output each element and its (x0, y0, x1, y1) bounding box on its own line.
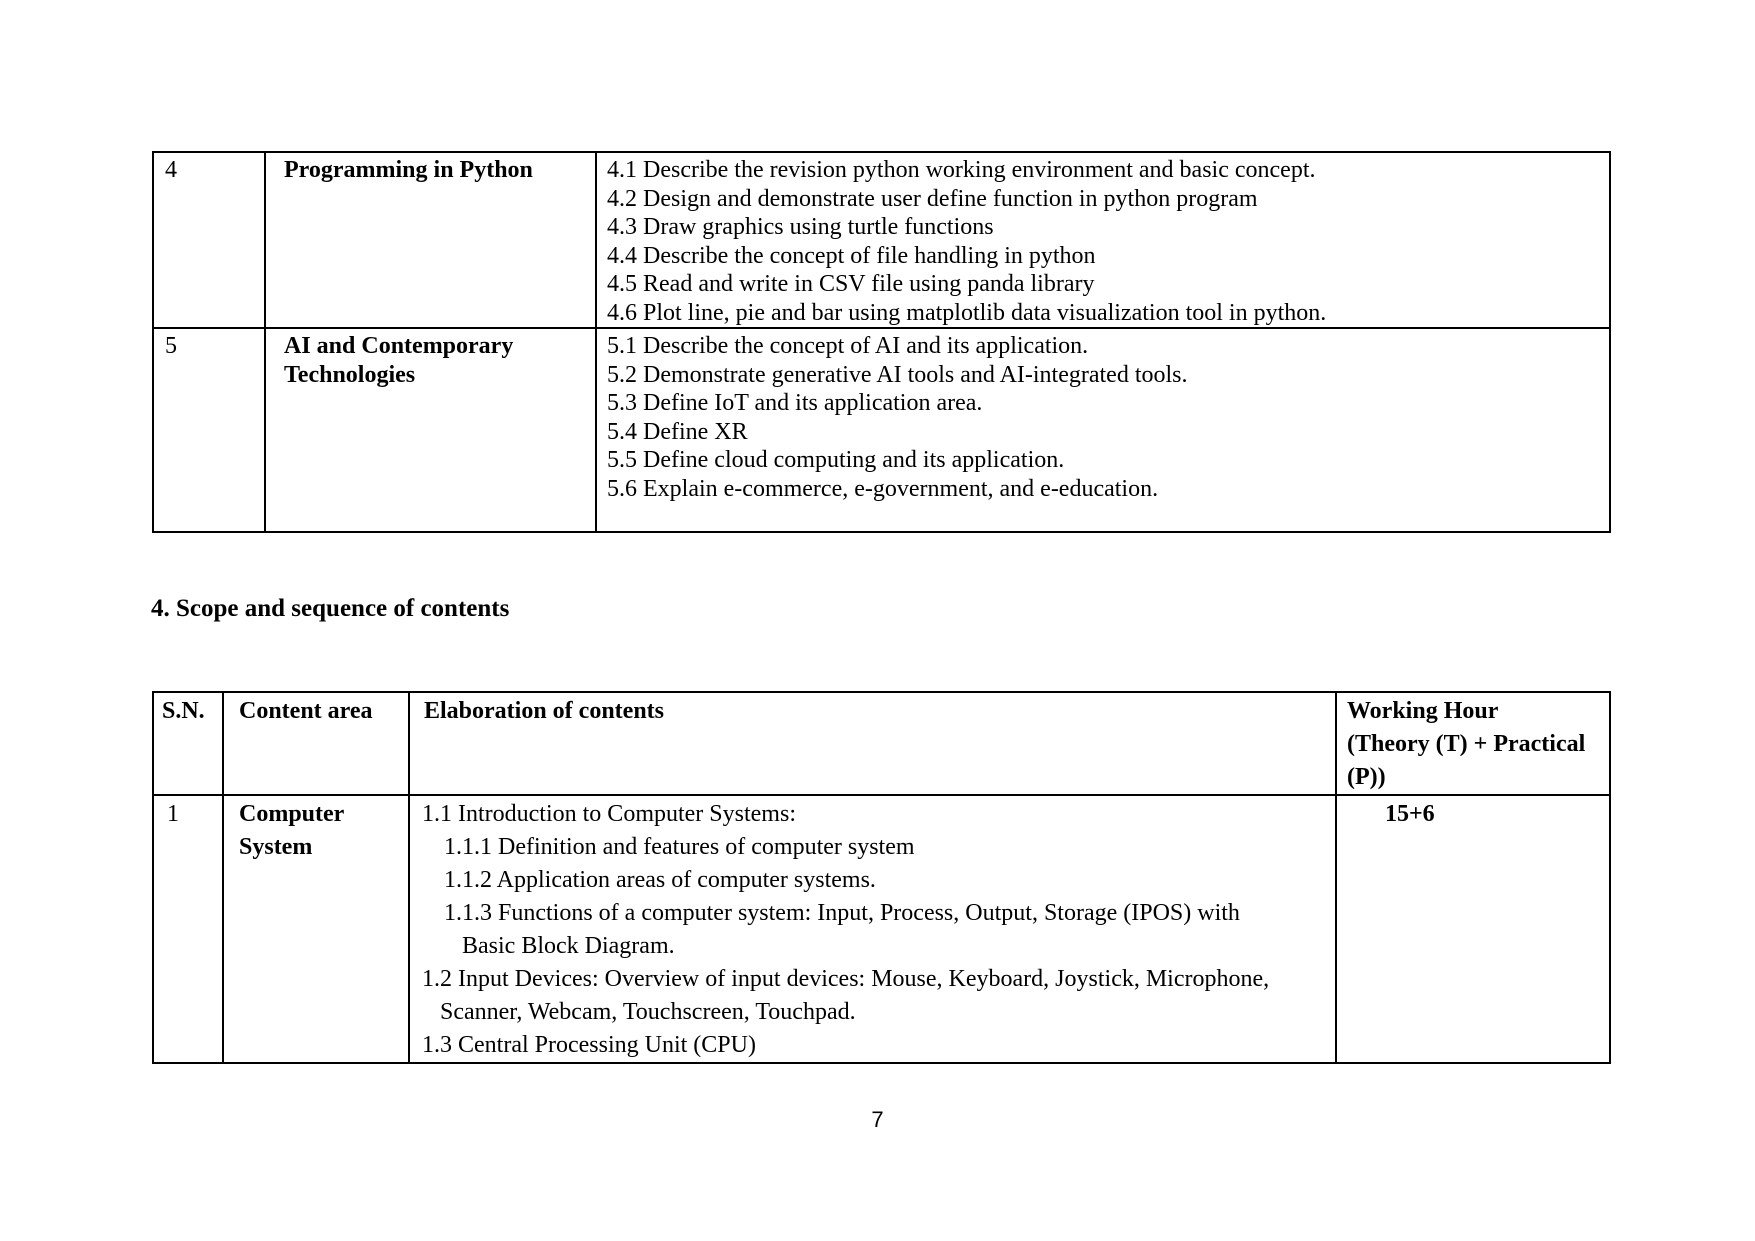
header-elaboration: Elaboration of contents (409, 692, 1336, 795)
elaboration-line: 1.1.1 Definition and features of computer system (444, 834, 915, 860)
header-working-hour-line: Working Hour (1347, 698, 1499, 724)
unit-title: AI and Contemporary Technologies (265, 328, 596, 532)
outcome-line: 4.6 Plot line, pie and bar using matplotlib data visualization tool in python. (607, 299, 1327, 326)
table-header-row (153, 692, 1610, 795)
outcome-line: 4.1 Describe the revision python working environment and basic concept. (607, 157, 1316, 183)
scope-sequence-table (152, 691, 1611, 1064)
outcome-line: 5.1 Describe the concept of AI and its application. (607, 333, 1089, 359)
outcome-line: 4.3 Draw graphics using turtle functions (607, 214, 994, 240)
elaboration-line: 1.2 Input Devices: Overview of input devices: Mouse, Keyboard, Joystick, Microphone, (422, 966, 1270, 992)
elaboration-line: 1.1.3 Functions of a computer system: Input, Process, Output, Storage (IPOS) with (444, 900, 1240, 926)
elaboration-line: 1.1.2 Application areas of computer systems. (444, 867, 876, 893)
table-row (153, 795, 1610, 1063)
header-working-hour-line: (P)) (1347, 764, 1386, 790)
header-sn: S.N. (153, 692, 223, 795)
unit-outcomes-cell (596, 152, 1610, 328)
working-hour-cell: 15+6 (1336, 795, 1610, 1063)
section-heading: 4. Scope and sequence of contents (151, 595, 510, 622)
outcome-line: 5.4 Define XR (607, 418, 748, 445)
outcome-line: 4.2 Design and demonstrate user define function in python program (607, 185, 1258, 212)
outcome-line: 4.5 Read and write in CSV file using panda library (607, 271, 1095, 297)
unit-title: Programming in Python (265, 152, 596, 328)
page-number: 7 (871, 1107, 884, 1132)
elaboration-line: 1.1 Introduction to Computer Systems: (422, 801, 796, 827)
table-row (153, 152, 1610, 328)
unit-outcomes-cell (596, 328, 1610, 532)
header-working-hour-line: (Theory (T) + Practical (1347, 731, 1586, 757)
elaboration-cell (409, 795, 1336, 1063)
outcome-line: 5.5 Define cloud computing and its application. (607, 447, 1065, 473)
row-number: 1 (153, 795, 223, 1063)
elaboration-line: Scanner, Webcam, Touchscreen, Touchpad. (440, 999, 856, 1025)
unit-number: 5 (153, 328, 265, 532)
unit-number: 4 (153, 152, 265, 328)
content-area-cell: Computer System (223, 795, 409, 1063)
outcome-line: 5.6 Explain e-commerce, e-government, and e-education. (607, 475, 1159, 502)
elaboration-line: Basic Block Diagram. (462, 933, 675, 959)
elaboration-line: 1.3 Central Processing Unit (CPU) (422, 1032, 756, 1058)
outcome-line: 5.2 Demonstrate generative AI tools and AI-integrated tools. (607, 361, 1188, 388)
outcome-line: 5.3 Define IoT and its application area. (607, 390, 983, 416)
table-row (153, 328, 1610, 532)
header-working-hour (1336, 692, 1610, 795)
outcome-line: 4.4 Describe the concept of file handling in python (607, 242, 1096, 269)
header-content-area: Content area (223, 692, 409, 795)
learning-outcomes-table (152, 151, 1611, 533)
